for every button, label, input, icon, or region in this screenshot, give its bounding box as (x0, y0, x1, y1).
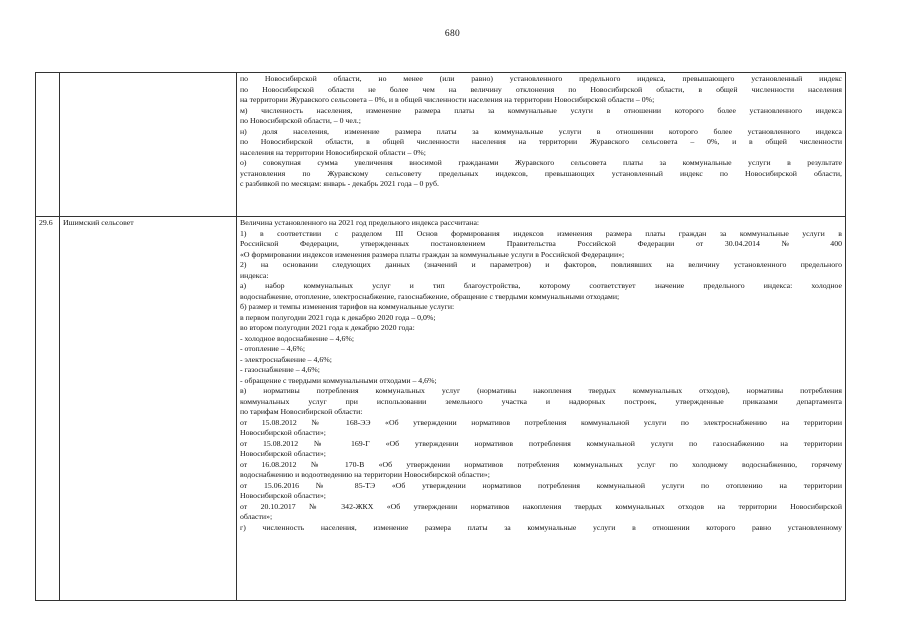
description-cell (237, 73, 846, 217)
text-line: г) численность населения, изменение размера платы за коммунальные услуги в отношении которого равно установленному (240, 522, 842, 532)
text-line: Новосибирской области»; (240, 491, 326, 500)
row-number-cell: 29.6 (36, 217, 60, 601)
text-line: индекса: (240, 270, 269, 280)
text-line: от 20.10.2017 № 342-ЖКХ «Об утверждении нормативов накопления твердых коммунальных отходов на территории Новосибирской (240, 501, 842, 511)
text-line: Новосибирской области»; (240, 428, 326, 437)
text-line: 2) на основании следующих данных (значений и параметров) и факторов, повлиявших на величину установленного предельного (240, 260, 842, 269)
row-number-cell (36, 73, 60, 217)
text-line: - электроснабжение – 4,6%; (240, 354, 332, 364)
text-line: Величина установленного на 2021 год предельного индекса рассчитана: (240, 218, 480, 227)
text-line: от 15.08.2012 № 169-Г «Об утверждении нормативов потребления коммунальной услуги по газоснабжению на территории (240, 438, 842, 448)
text-line: в) нормативы потребления коммунальных услуг (нормативы накопления твердых коммунальных отходов), нормативы потребления (240, 386, 842, 395)
text-line: - обращение с твердыми коммунальными отходами – 4,6%; (240, 375, 437, 385)
text-line: на территории Журавского сельсовета – 0%, и в общей численности населения на территории Новосибирской области – 0%; (240, 95, 655, 104)
text-line: по Новосибирской области, но менее (или равно) установленного предельного индекса, превышающего установленный индекс (240, 74, 842, 83)
text-line: водоснабжению и водоотведению на территории Новосибирской области»; (240, 470, 490, 479)
text-line: - холодное водоснабжение – 4,6%; (240, 333, 355, 343)
text-line: по Новосибирской области, – 0 чел.; (240, 116, 361, 125)
text-line: от 15.08.2012 № 168-ЭЭ «Об утверждении нормативов потребления коммунальной услуги по электроснабжению на территории (240, 417, 842, 427)
text-line: с разбивкой по месяцам: январь - декабрь 2021 года – 0 руб. (240, 179, 439, 188)
text-line: а) набор коммунальных услуг и тип благоустройства, которому соответствует значение предельного индекса: холодное (240, 281, 842, 290)
text-line: области»; (240, 512, 273, 521)
description-cell (237, 217, 846, 601)
text-line: по тарифам Новосибирской области: (240, 407, 363, 416)
text-line: во втором полугодии 2021 года к декабрю 2020 года: (240, 323, 415, 332)
text-line: 1) в соответствии с разделом III Основ формирования индексов изменения размера платы граждан за коммунальные услуги в (240, 228, 842, 238)
text-line: по Новосибирской области не более чем на величину отклонения по Новосибирской области, в общей численности населения (240, 84, 842, 94)
text-line: Новосибирской области»; (240, 449, 326, 458)
text-line: н) доля населения, изменение размера платы за коммунальные услуги в отношении которого более установленного индекса (240, 126, 842, 136)
index-table (35, 72, 846, 601)
text-line: - газоснабжение – 4,6%; (240, 365, 320, 374)
text-line: м) численность населения, изменение размера платы за коммунальные услуги в отношении которого более установленного индекса (240, 105, 842, 115)
text-line: установления по Журавскому сельсовету предельных индексов, превышающих установленный индекс по Новосибирской области, (240, 168, 842, 178)
text-line: «О формировании индексов изменения размера платы граждан за коммунальные услуги в Российской Федерации»; (240, 249, 625, 259)
text-line: от 16.08.2012 № 170-В «Об утверждении нормативов потребления коммунальных услуг по холодному водоснабжению, горячему (240, 459, 842, 469)
text-line: б) размер и темпы изменения тарифов на коммунальные услуги: (240, 302, 455, 311)
text-line: водоснабжение, отопление, электроснабжение, газоснабжение, обращение с твердыми коммунальными отходами; (240, 291, 620, 301)
text-line: в первом полугодии 2021 года к декабрю 2020 года – 0,0%; (240, 312, 436, 322)
table-row (36, 217, 846, 601)
page-number: 680 (444, 29, 461, 39)
text-line: Российской Федерации, утвержденных постановлением Правительства Российской Федерации от 30.04.2014 № 400 (240, 239, 842, 248)
text-line: населения на территории Новосибирской области – 0%; (240, 147, 426, 157)
text-line: о) совокупная сумма увеличения вносимой гражданами Журавского сельсовета платы за коммунальные услуги в результате (240, 158, 842, 167)
table-row (36, 73, 846, 217)
municipality-name-cell (60, 73, 237, 217)
text-line: от 15.06.2016 № 85-ТЭ «Об утверждении нормативов потребления коммунальной услуги по отоплению на территории (240, 480, 842, 490)
text-line: по Новосибирской области, в общей численности населения на территории Журавского сельсовета – 0%, и в общей численности (240, 137, 842, 146)
municipality-name-cell: Ишимский сельсовет (60, 217, 237, 601)
text-line: - отопление – 4,6%; (240, 344, 306, 353)
text-line: коммунальных услуг при использовании земельного участка и надворных построек, утвержденные приказами департамента (240, 396, 842, 406)
